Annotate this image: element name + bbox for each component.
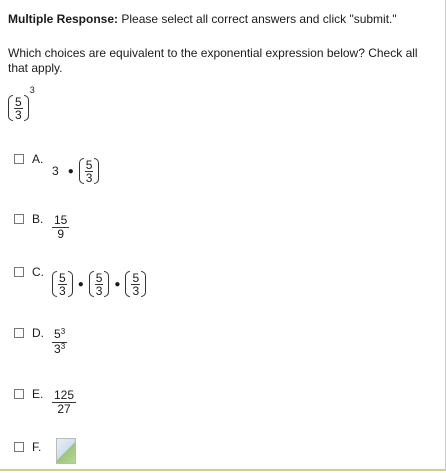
fraction-numerator: 15 [54,213,68,227]
fraction-numerator: 5 [15,94,22,109]
choice-e-fraction [52,389,76,416]
fraction-denominator: 3 [95,283,103,298]
fraction-numerator: 5 [95,270,103,285]
choice-f[interactable] [14,440,76,464]
fraction-denominator: 3 [85,170,93,185]
choice-b-fraction [52,214,69,241]
exponent: 3 [29,85,35,95]
checkbox-a[interactable] [14,154,24,164]
fraction-numerator: 5 [85,157,93,172]
denominator-base: 3 [54,342,61,356]
checkbox-d[interactable] [14,328,24,338]
choice-letter: B. [32,212,44,226]
choice-a[interactable] [14,152,99,184]
choice-letter: E. [32,387,44,401]
multiply-dot: ● [77,278,84,290]
choice-d[interactable] [14,326,67,357]
multiply-dot: ● [67,165,74,177]
broken-image-icon [56,438,76,464]
choice-c-math [52,271,146,297]
multiply-dot: ● [114,278,121,290]
choice-e[interactable] [14,387,76,416]
numerator-base: 5 [54,327,61,341]
instructions-text: Please select all correct answers and click "submit." [118,12,397,26]
fraction-denominator: 3 [15,107,22,122]
checkbox-b[interactable] [14,214,24,224]
fraction-denominator: 3 [132,283,140,298]
instructions [8,12,397,26]
fraction-denominator: 27 [57,402,71,416]
given-expression [8,85,35,122]
choice-letter: D. [32,326,44,340]
choice-a-math [52,158,99,184]
fraction-denominator: 3 [59,283,66,298]
fraction-numerator: 5 [132,270,140,285]
denominator-exponent: 3 [60,342,66,351]
choice-b[interactable] [14,212,69,241]
numerator-exponent: 3 [60,327,66,336]
choice-letter: A. [32,152,44,166]
question-text: Which choices are equivalent to the exponential expression below? Check all that apply. [8,46,418,75]
coefficient: 3 [52,164,59,178]
choice-d-fraction [52,328,67,357]
checkbox-c[interactable] [14,267,24,277]
instructions-label: Multiple Response: [8,12,119,26]
fraction-denominator: 9 [57,227,65,241]
fraction-paren [8,95,29,121]
choice-letter: F. [32,440,42,454]
choice-c[interactable] [14,265,146,297]
fraction-numerator: 125 [54,388,75,402]
choice-letter: C. [32,265,44,279]
checkbox-e[interactable] [14,389,24,399]
checkbox-f[interactable] [14,442,24,452]
fraction-numerator: 5 [59,270,66,285]
